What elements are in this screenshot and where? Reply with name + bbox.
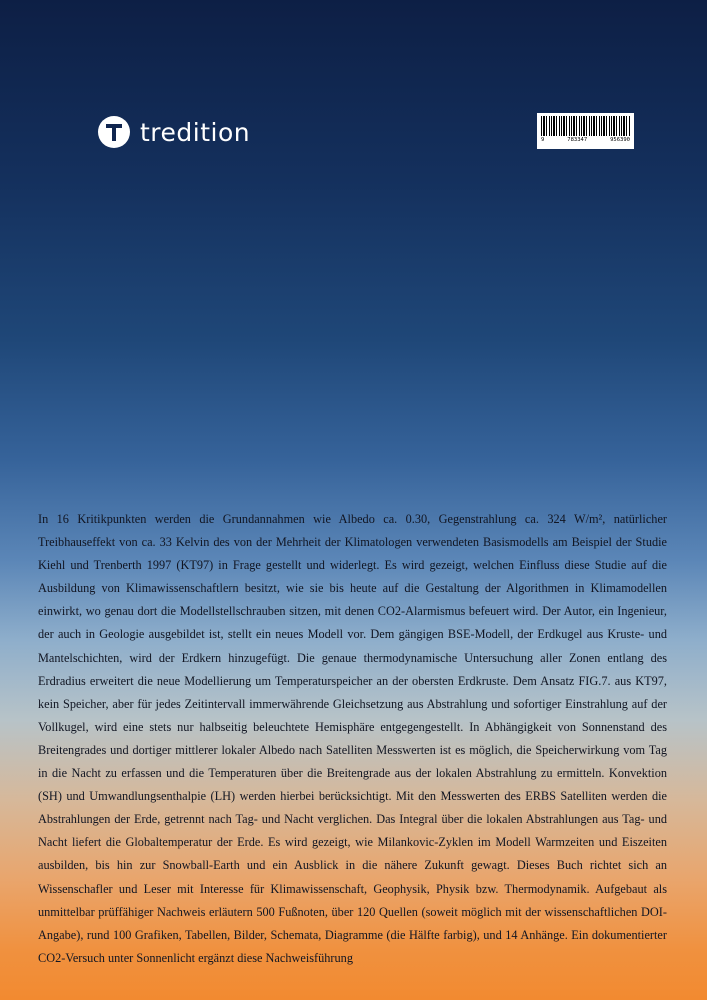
publisher-logo [98,116,250,148]
tredition-logo-icon [98,116,130,148]
barcode-digit-group: 956390 [610,137,630,143]
publisher-name: tredition [140,117,251,147]
back-cover-blurb: In 16 Kritikpunkten werden die Grundannahmen wie Albedo ca. 0.30, Gegenstrahlung ca. 324 W/m², natürlicher Treibhauseffekt von ca. 33 Kelvin des von der Mehrheit der Klimatologen verwendeten Basismodells am Beispiel der Studie Kiehl und Trenberth 1997 (KT97) in Frage gestellt und widerlegt. Es wird gezeigt, welchen Einfluss diese Studie auf die Ausbildung von Klimawissenschaftlern besitzt, wie sie bis heute auf die Gestaltung der Algorithmen in Klimamodellen einwirkt, wo genau dort die Modellstellschrauben sitzen, mit denen CO2-Alarmismus befeuert wird. Der Autor, ein Ingenieur, der auch in Geologie ausgebildet ist, stellt ein neues Modell vor. Dem gängigen BSE-Modell, der Erdkugel aus Kruste- und Mantelschichten, wird der Erdkern hinzugefügt. Die genaue thermodynamische Untersuchung aller Zonen entlang des Erdradius erweitert die neue Modellierung um Temperaturspeicher an der obersten Erdkruste. Dem Ansatz FIG.7. aus KT97, kein Speicher, aber für jedes Zeitintervall immerwährende Gleichsetzung aus Abstrahlung und sofortiger Einstrahlung auf der Vollkugel, wird eine stets nur halbseitig beleuchtete Hemisphäre entgegengestellt. In Abhängigkeit von Sonnenstand des Breitengrades und dortiger mittlerer lokaler Albedo nach Satelliten Messwerten ist es möglich, die Speicherwirkung vom Tag in die Nacht zu erfassen und die Temperaturen über die Breitengrade aus der lokalen Abstrahlung zu ermitteln. Konvektion (SH) und Umwandlungsenthalpie (LH) werden hierbei berücksichtigt. Mit den Messwerten des ERBS Satelliten werden die Abstrahlungen der Erde, getrennt nach Tag- und Nacht verglichen. Das Integral über die lokalen Abstrahlungen aus Tag- und Nacht liefert die Globaltemperatur der Erde. Es wird gezeigt, wie Milankovic-Zyklen im Modell Warmzeiten und Eiszeiten ausbilden, bis hin zur Snowball-Earth und ein Ausblick in die nähere Zukunft gewagt. Dieses Buch richtet sich an Wissenschafler und Leser mit Interesse für Klimawissenschaft, Geophysik, Physik bzw. Thermodynamik. Aufgebaut als unmittelbar prüffähiger Nachweis erläutern 500 Fußnoten, über 120 Quellen (soweit möglich mit der wissenschaftlichen DOI-Angabe), rund 100 Grafiken, Tabellen, Bilder, Schemata, Diagramme (die Hälfte farbig), und 14 Anhänge. Ein dokumentierter CO2-Versuch unter Sonnenlicht ergänzt diese Nachweisführung [38,512,667,965]
barcode-digit-group: 783347 [567,137,588,143]
barcode-digit-group: 9 [541,137,545,143]
barcode-digits [541,137,630,143]
barcode-bars [541,116,630,136]
isbn-barcode [537,113,634,149]
